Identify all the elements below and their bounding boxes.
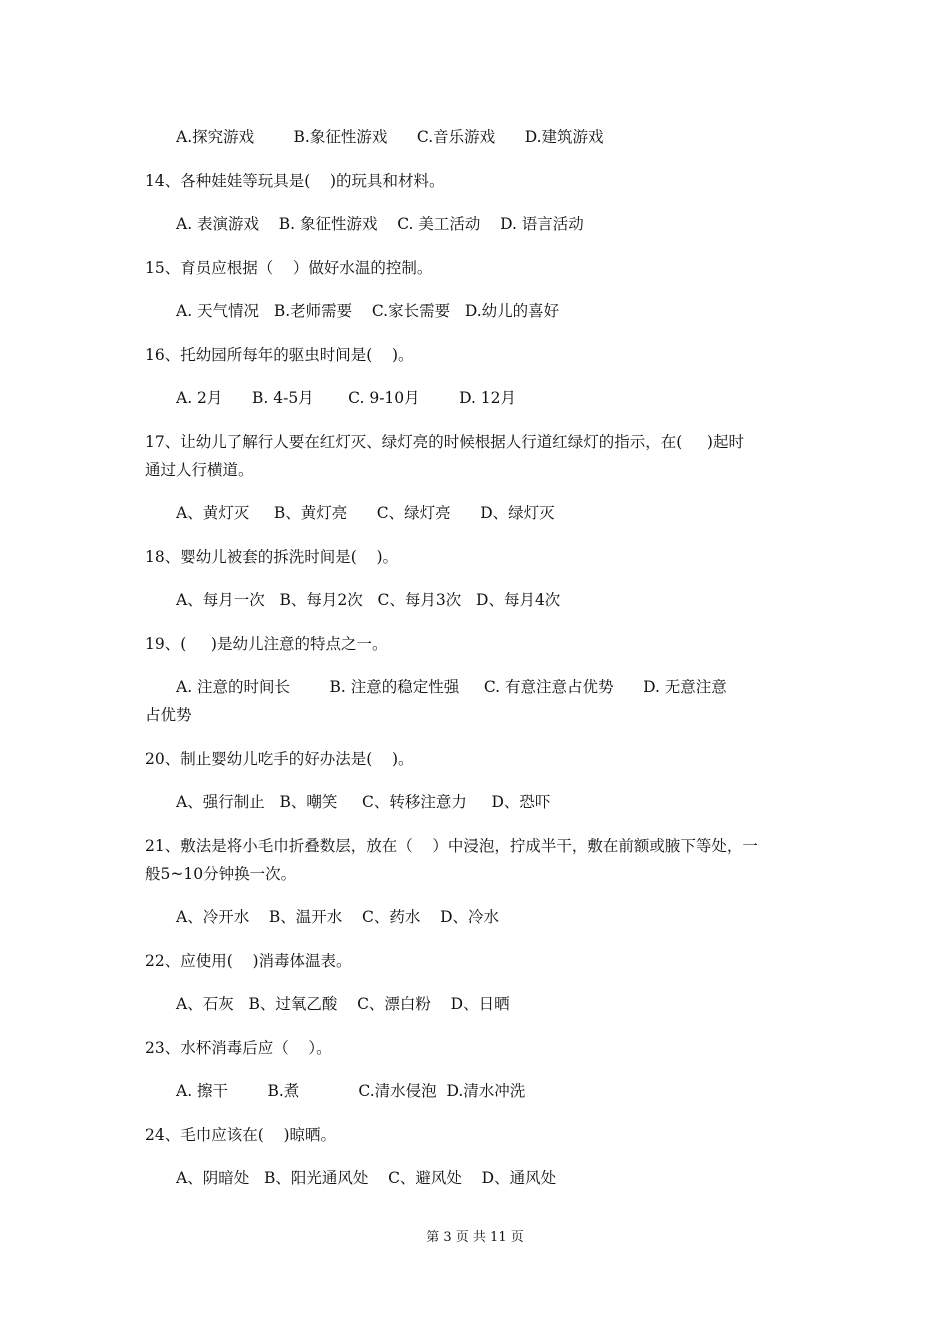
options-23: A. 擦干 B.煮 C.清水侵泡 D.清水冲洗 xyxy=(176,1082,526,1100)
question-14: 14、各种娃娃等玩具是( )的玩具和材料。 xyxy=(145,172,445,190)
question-16: 16、托幼园所每年的驱虫时间是( )。 xyxy=(145,346,414,364)
options-20: A、强行制止 B、嘲笑 C、转移注意力 D、恐吓 xyxy=(176,793,551,811)
options-16: A. 2月 B. 4-5月 C. 9-10月 D. 12月 xyxy=(176,389,517,407)
question-21-continued: 般5~10分钟换一次。 xyxy=(145,865,297,883)
options-22: A、石灰 B、过氧乙酸 C、漂白粉 D、日晒 xyxy=(176,995,510,1013)
question-17: 17、让幼儿了解行人要在红灯灭、绿灯亮的时候根据人行道红绿灯的指示，在( )起时 xyxy=(145,433,744,451)
page-number-footer: 第 3 页 共 11 页 xyxy=(426,1230,524,1245)
options-13: A.探究游戏 B.象征性游戏 C.音乐游戏 D.建筑游戏 xyxy=(176,128,604,146)
options-17: A、黄灯灭 B、黄灯亮 C、绿灯亮 D、绿灯灭 xyxy=(176,504,555,522)
question-20: 20、制止婴幼儿吃手的好办法是( )。 xyxy=(145,750,414,768)
options-19: A. 注意的时间长 B. 注意的稳定性强 C. 有意注意占优势 D. 无意注意 xyxy=(176,678,727,696)
question-18: 18、婴幼儿被套的拆洗时间是( )。 xyxy=(145,548,399,566)
options-21: A、冷开水 B、温开水 C、药水 D、冷水 xyxy=(176,908,499,926)
question-19: 19、( )是幼儿注意的特点之一。 xyxy=(145,635,388,653)
question-24: 24、毛巾应该在( )晾晒。 xyxy=(145,1126,337,1144)
question-23: 23、水杯消毒后应（ ）。 xyxy=(145,1039,332,1057)
options-14: A. 表演游戏 B. 象征性游戏 C. 美工活动 D. 语言活动 xyxy=(176,215,584,233)
question-21: 21、敷法是将小毛巾折叠数层，放在（ ）中浸泡，拧成半干，敷在前额或腋下等处，一 xyxy=(145,837,758,855)
options-19-continued: 占优势 xyxy=(145,706,192,724)
options-18: A、每月一次 B、每月2次 C、每月3次 D、每月4次 xyxy=(176,591,561,609)
question-22: 22、应使用( )消毒体温表。 xyxy=(145,952,352,970)
options-15: A. 天气情况 B.老师需要 C.家长需要 D.幼儿的喜好 xyxy=(176,302,560,320)
question-15: 15、育员应根据（ ）做好水温的控制。 xyxy=(145,259,433,277)
options-24: A、阴暗处 B、阳光通风处 C、避风处 D、通风处 xyxy=(176,1169,557,1187)
question-17-continued: 通过人行横道。 xyxy=(145,461,254,479)
